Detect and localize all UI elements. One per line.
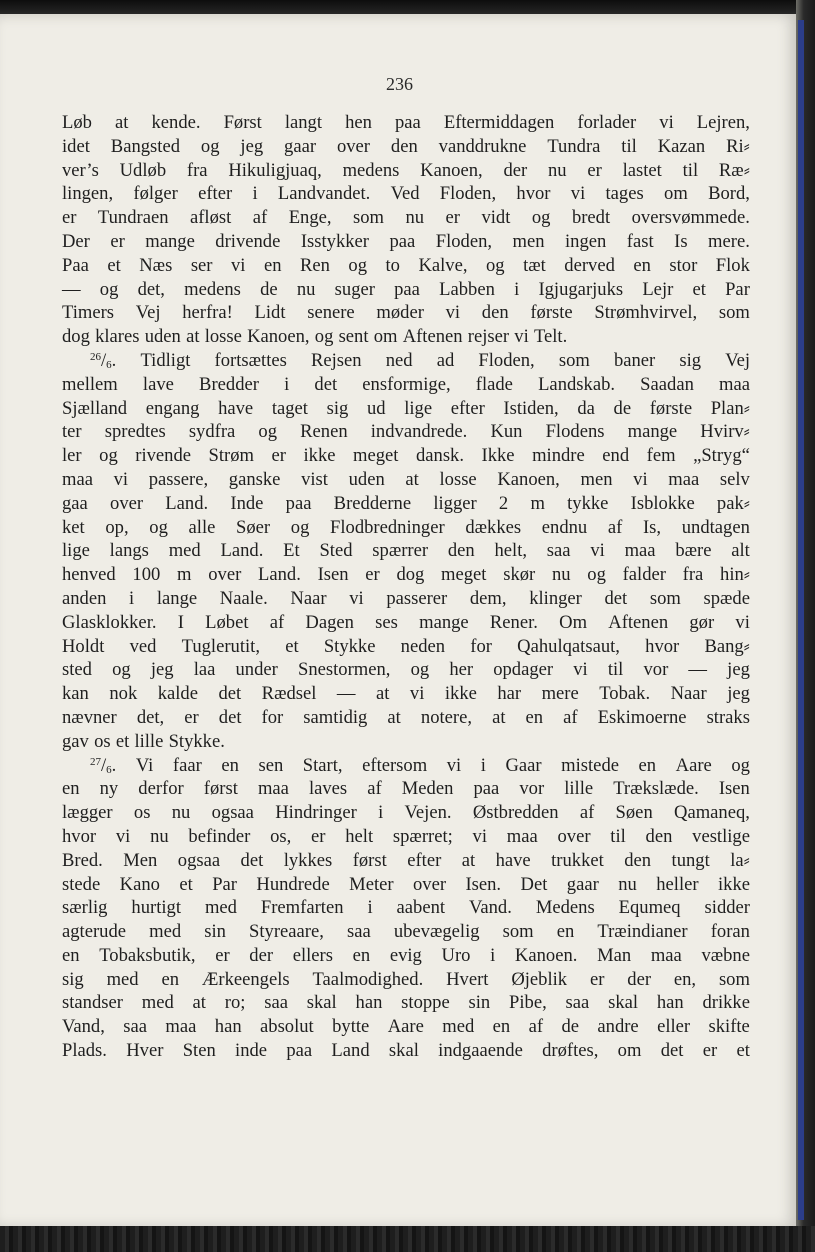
text-line: Timers Vej herfra! Lidt senere møder vi den første Strømhvirvel, som	[62, 302, 750, 324]
text-line: hvor vi nu befinder os, er helt spærret; vi maa over til den vestlige	[62, 825, 750, 847]
body-text	[62, 111, 750, 1063]
text-line: $^{26}/_6$. Tidligt fortsættes Rejsen ned ad Floden, som baner sig Vej	[90, 349, 750, 371]
text-line: særlig hurtigt med Fremfarten i aabent Vand. Medens Equmeq sidder	[62, 897, 750, 919]
text-line: — og det, medens de nu suger paa Labben i Igjugarjuks Lejr et Par	[62, 278, 750, 300]
text-line: dog klares uden at losse Kanoen, og sent om Aftenen rejser vi Telt.	[62, 326, 568, 348]
date-marker: $^{26}/_6$.	[90, 349, 117, 371]
text-line: $^{27}/_6$. Vi faar en sen Start, eftersom vi i Gaar mistede en Aare og	[90, 754, 750, 776]
text-line: henved 100 m over Land. Isen er dog meget skør nu og falder fra hin⸗	[62, 564, 750, 586]
text-line: Paa et Næs ser vi en Ren og to Kalve, og tæt derved en stor Flok	[62, 254, 750, 276]
date-marker: $^{27}/_6$.	[90, 754, 117, 776]
text-line: en Tobaksbutik, er der ellers en evig Uro i Kanoen. Man maa væbne	[62, 944, 750, 966]
text-line: anden i lange Naale. Naar vi passerer dem, klinger det som spæde	[62, 587, 750, 609]
text-line: Plads. Hver Sten inde paa Land skal indgaaende drøftes, om det er et	[62, 1040, 750, 1062]
text-line: sted og jeg laa under Snestormen, og her opdager vi til vor — jeg	[62, 659, 750, 681]
text-line: lige langs med Land. Et Sted spærrer den helt, saa vi maa bære alt	[62, 540, 750, 562]
text-line: gaa over Land. Inde paa Bredderne ligger 2 m tykke Isblokke pak⸗	[62, 492, 750, 514]
text-line: nævner det, er det for samtidig at notere, at en af Eskimoerne straks	[62, 706, 750, 728]
text-line: er Tundraen afløst af Enge, som nu er vidt og bredt oversvømmede.	[62, 207, 750, 229]
text-line: Glasklokker. I Løbet af Dagen ses mange Rener. Om Aftenen gør vi	[62, 611, 750, 633]
text-line: Løb at kende. Først langt hen paa Eftermiddagen forlader vi Lejren,	[62, 112, 750, 133]
book-page	[0, 14, 799, 1228]
text-line: gav os et lille Stykke.	[62, 730, 225, 752]
text-line: standser med at ro; saa skal han stoppe sin Pibe, saa skal han drikke	[62, 992, 750, 1014]
text-line: lægger os nu ogsaa Hindringer i Vejen. Østbredden af Søen Qamaneq,	[62, 802, 750, 824]
scan-bottom-border	[0, 1226, 815, 1252]
text-line: mellem lave Bredder i det ensformige, flade Landskab. Saadan maa	[62, 373, 750, 395]
text-line: ler og rivende Strøm er ikke meget dansk. Ikke mindre end fem „Stryg“	[62, 445, 750, 467]
text-line: sig med en Ærkeengels Taalmodighed. Hvert Øjeblik er der en, som	[62, 968, 750, 990]
text-line: maa vi passere, ganske vist uden at losse Kanoen, men vi maa selv	[62, 468, 750, 490]
text-line: Vand, saa maa han absolut bytte Aare med en af de andre eller skifte	[62, 1016, 750, 1038]
text-line: Bred. Men ogsaa det lykkes først efter at have trukket den tungt la⸗	[62, 849, 750, 871]
text-line: lingen, følger efter i Landvandet. Ved Floden, hvor vi tages om Bord,	[62, 183, 750, 205]
text-line: ter spredtes sydfra og Renen indvandrede. Kun Flodens mange Hvirv⸗	[62, 421, 750, 443]
text-line: kan nok kalde det Rædsel — at vi ikke har mere Tobak. Naar jeg	[62, 683, 750, 705]
text-line: en ny derfor først maa laves af Meden paa vor lille Trækslæde. Isen	[62, 778, 750, 800]
text-line: agterude med sin Styreaare, saa ubevægelig som en Træindianer foran	[62, 921, 750, 943]
page-number: 236	[386, 74, 413, 94]
book-cover-edge	[798, 20, 804, 1220]
text-line: ket op, og alle Søer og Flodbredninger dækkes endnu af Is, undtagen	[62, 516, 750, 538]
text-line: Der er mange drivende Isstykker paa Floden, men ingen fast Is mere.	[62, 230, 750, 252]
text-line: Holdt ved Tuglerutit, et Stykke neden for Qahulqatsaut, hvor Bang⸗	[62, 635, 750, 657]
text-line: ver’s Udløb fra Hikuligjuaq, medens Kanoen, der nu er lastet til Ræ⸗	[62, 159, 750, 181]
text-line: idet Bangsted og jeg gaar over den vanddrukne Tundra til Kazan Ri⸗	[62, 135, 750, 157]
text-line: Sjælland engang have taget sig ud lige efter Istiden, da de første Plan⸗	[62, 397, 750, 419]
text-line: stede Kano et Par Hundrede Meter over Isen. Det gaar nu heller ikke	[62, 873, 750, 895]
